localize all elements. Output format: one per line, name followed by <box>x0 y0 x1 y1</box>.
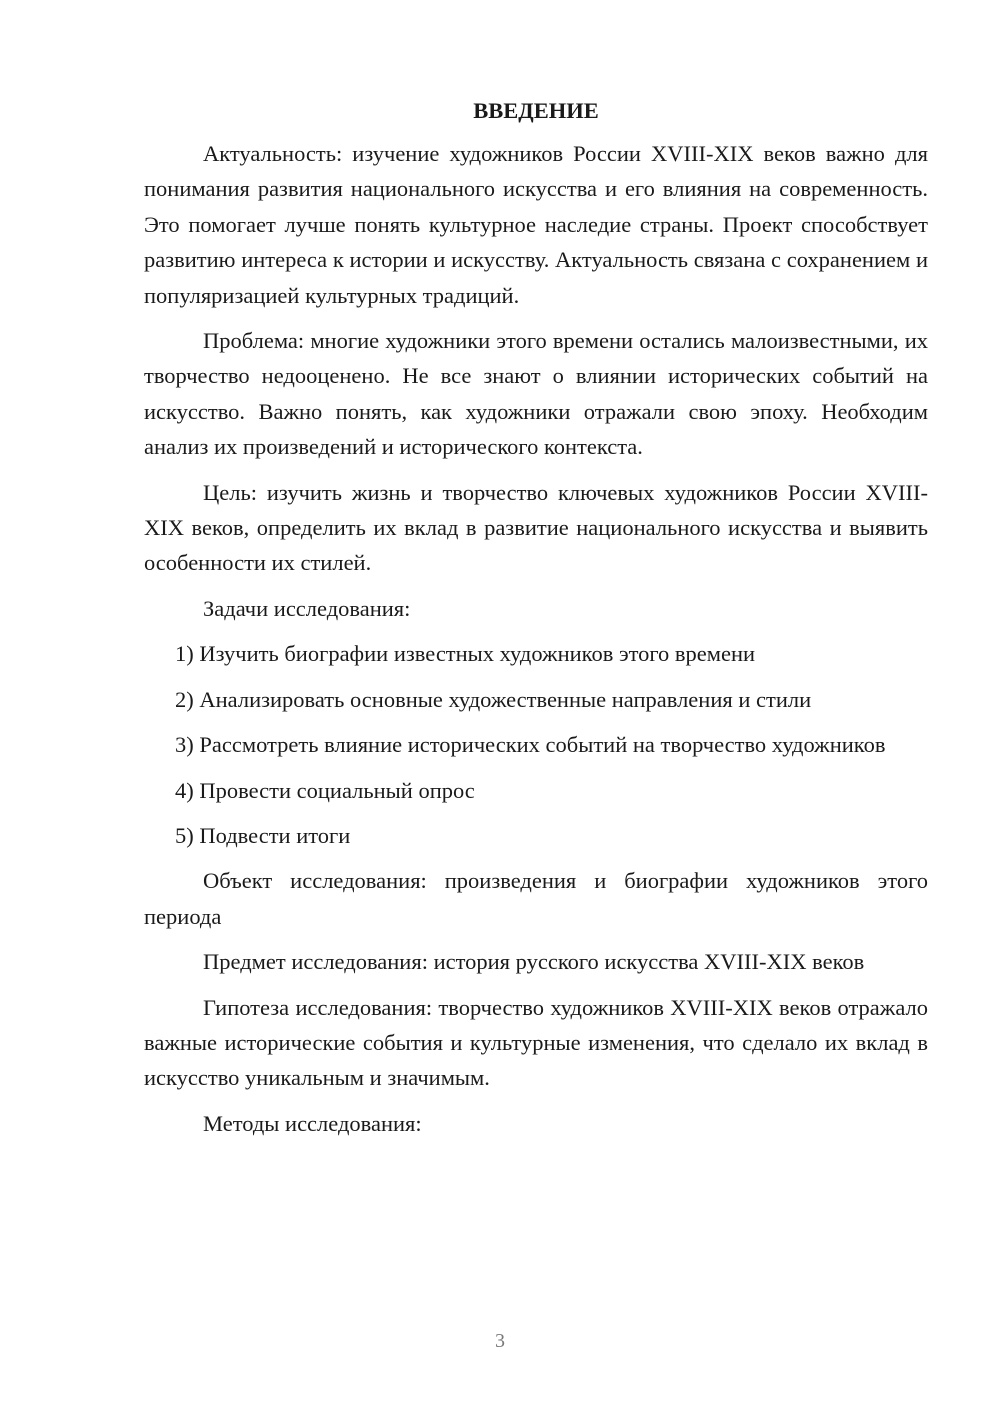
section-title: ВВЕДЕНИЕ <box>473 98 599 123</box>
paragraph-tasks-heading: Задачи исследования: <box>203 595 411 621</box>
task-item-2: 2) Анализировать основные художественные направления и стили <box>175 686 812 712</box>
task-item-4: 4) Провести социальный опрос <box>175 777 475 803</box>
paragraph-problem: Проблема: многие художники этого времени остались малоизвестными, их творчество недооценено. Не все знают о влиянии исторических событий на искусство. Важно понять, как художники отражали свою эпоху. Необходим анализ их произведений и исторического контекста. <box>144 328 928 460</box>
document-page <box>144 92 928 1151</box>
page-number: 3 <box>495 1330 505 1352</box>
task-item-1: 1) Изучить биографии известных художников этого времени <box>175 641 756 667</box>
paragraph-goal: Цель: изучить жизнь и творчество ключевых художников России XVIII-XIX веков, определить их вклад в развитие национального искусства и выявить особенности их стилей. <box>144 479 928 576</box>
paragraph-object: Объект исследования: произведения и биографии художников этого периода <box>144 868 928 929</box>
task-item-5: 5) Подвести итоги <box>175 822 351 848</box>
task-item-3: 3) Рассмотреть влияние исторических событий на творчество художников <box>175 732 886 758</box>
paragraph-subject: Предмет исследования: история русского искусства XVIII-XIX веков <box>203 949 865 975</box>
paragraph-relevance: Актуальность: изучение художников России XVIII-XIX веков важно для понимания развития национального искусства и его влияния на современность. Это помогает лучше понять культурное наследие страны. Проект способствует развитию интереса к истории и искусству. Актуальность связана с сохранением и популяризацией культурных традиций. <box>144 141 928 308</box>
paragraph-methods: Методы исследования: <box>203 1110 422 1136</box>
paragraph-hypothesis: Гипотеза исследования: творчество художников XVIII-XIX веков отражало важные исторические события и культурные изменения, что сделало их вклад в искусство уникальным и значимым. <box>144 994 928 1091</box>
